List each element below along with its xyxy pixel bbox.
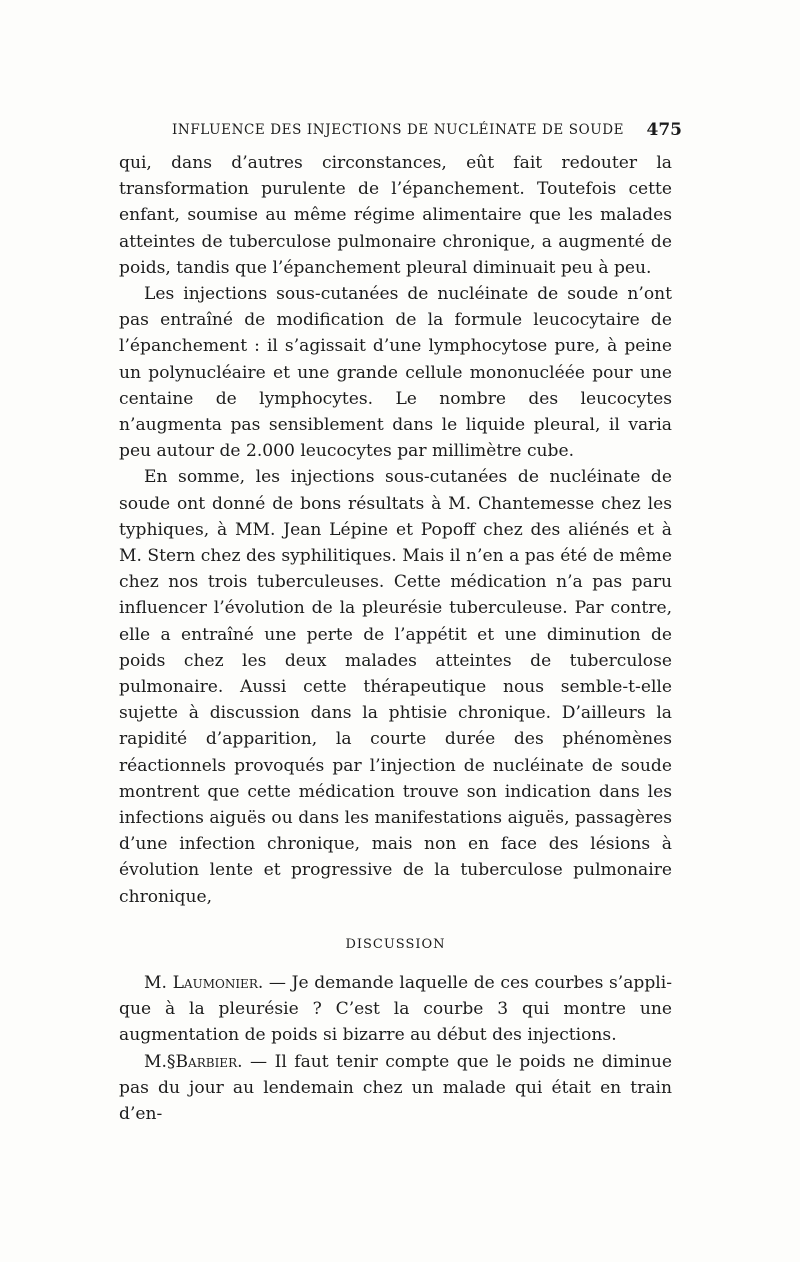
running-head-title: INFLUENCE DES INJECTIONS DE NUCLÉINATE DE SOUDE (172, 122, 625, 138)
discussion-heading: DISCUSSION (345, 936, 446, 952)
speaker-prefix: M. (144, 972, 173, 993)
speaker-name: Barbier (175, 1051, 238, 1072)
running-head (172, 118, 682, 142)
speaker-prefix: M.§ (144, 1051, 176, 1072)
discussion-entry-laumonier (119, 970, 672, 1049)
page-number: 475 (646, 120, 682, 140)
speaker-name: Laumonier (172, 972, 258, 993)
discussion-entry-barbier (119, 1049, 672, 1128)
paragraph-continuation: qui, dans d’autres circonstances, eût fait redouter la transformation purulente de l’épanchement. Toutefois cette enfant, soumise au même régime alimentaire que les malades atteintes de tuberculose pulmonaire chronique, a augmenté de poids, tandis que l’épanchement pleural diminuait peu à peu. (119, 153, 672, 278)
body-text (119, 150, 672, 1127)
paragraph-injections: Les injections sous-cutanées de nucléinate de soude n’ont pas entraîné de modification de la formule leucocytaire de l’épanchement : il s’agissait d’une lymphocytose pure, à peine un polynucléaire et une grande cellule mononucléée pour une centaine de lymphocytes. Le nombre des leucocytes n’augmenta pas sensiblement dans le liquide pleural, il varia peu autour de 2.000 leucocytes par millimètre cube. (119, 284, 672, 462)
speaker-text: . — Il faut tenir compte que le poids ne diminue pas du jour au lendemain chez un malade qui était en train d’en- (119, 1051, 672, 1124)
speaker-text: . — Je demande laquelle de ces courbes s’applique à la pleurésie ? C’est la courbe 3 qui montre une augmentation de poids si bizarre au début des injections. (119, 972, 672, 1046)
paragraph-summary: En somme, les injections sous-cutanées de nucléinate de soude ont donné de bons résultats à M. Chantemesse chez les typhiques, à MM. Jean Lépine et Popoff chez des aliénés et à M. Stern chez des syphilitiques. Mais il n’en a pas été de même chez nos trois tuberculeuses. Cette médication n’a pas paru influencer l’évolution de la pleurésie tuberculeuse. Par contre, elle a entraîné une perte de l’appétit et une diminution de poids chez les deux malades atteintes de tuberculose pulmonaire. Aussi cette thérapeutique nous semble-t-elle sujette à discussion dans la phtisie chronique. D’ailleurs la rapidité d’apparition, la courte durée des phénomènes réactionnels provoqués par l’injection de nucléinate de soude montrent que cette médication trouve son indication dans les infections aiguës ou dans les manifestations aiguës, passagères d’une infection chronique, mais non en face des lésions à évolution lente et progressive de la tuberculose pulmonaire chronique, (119, 467, 672, 907)
